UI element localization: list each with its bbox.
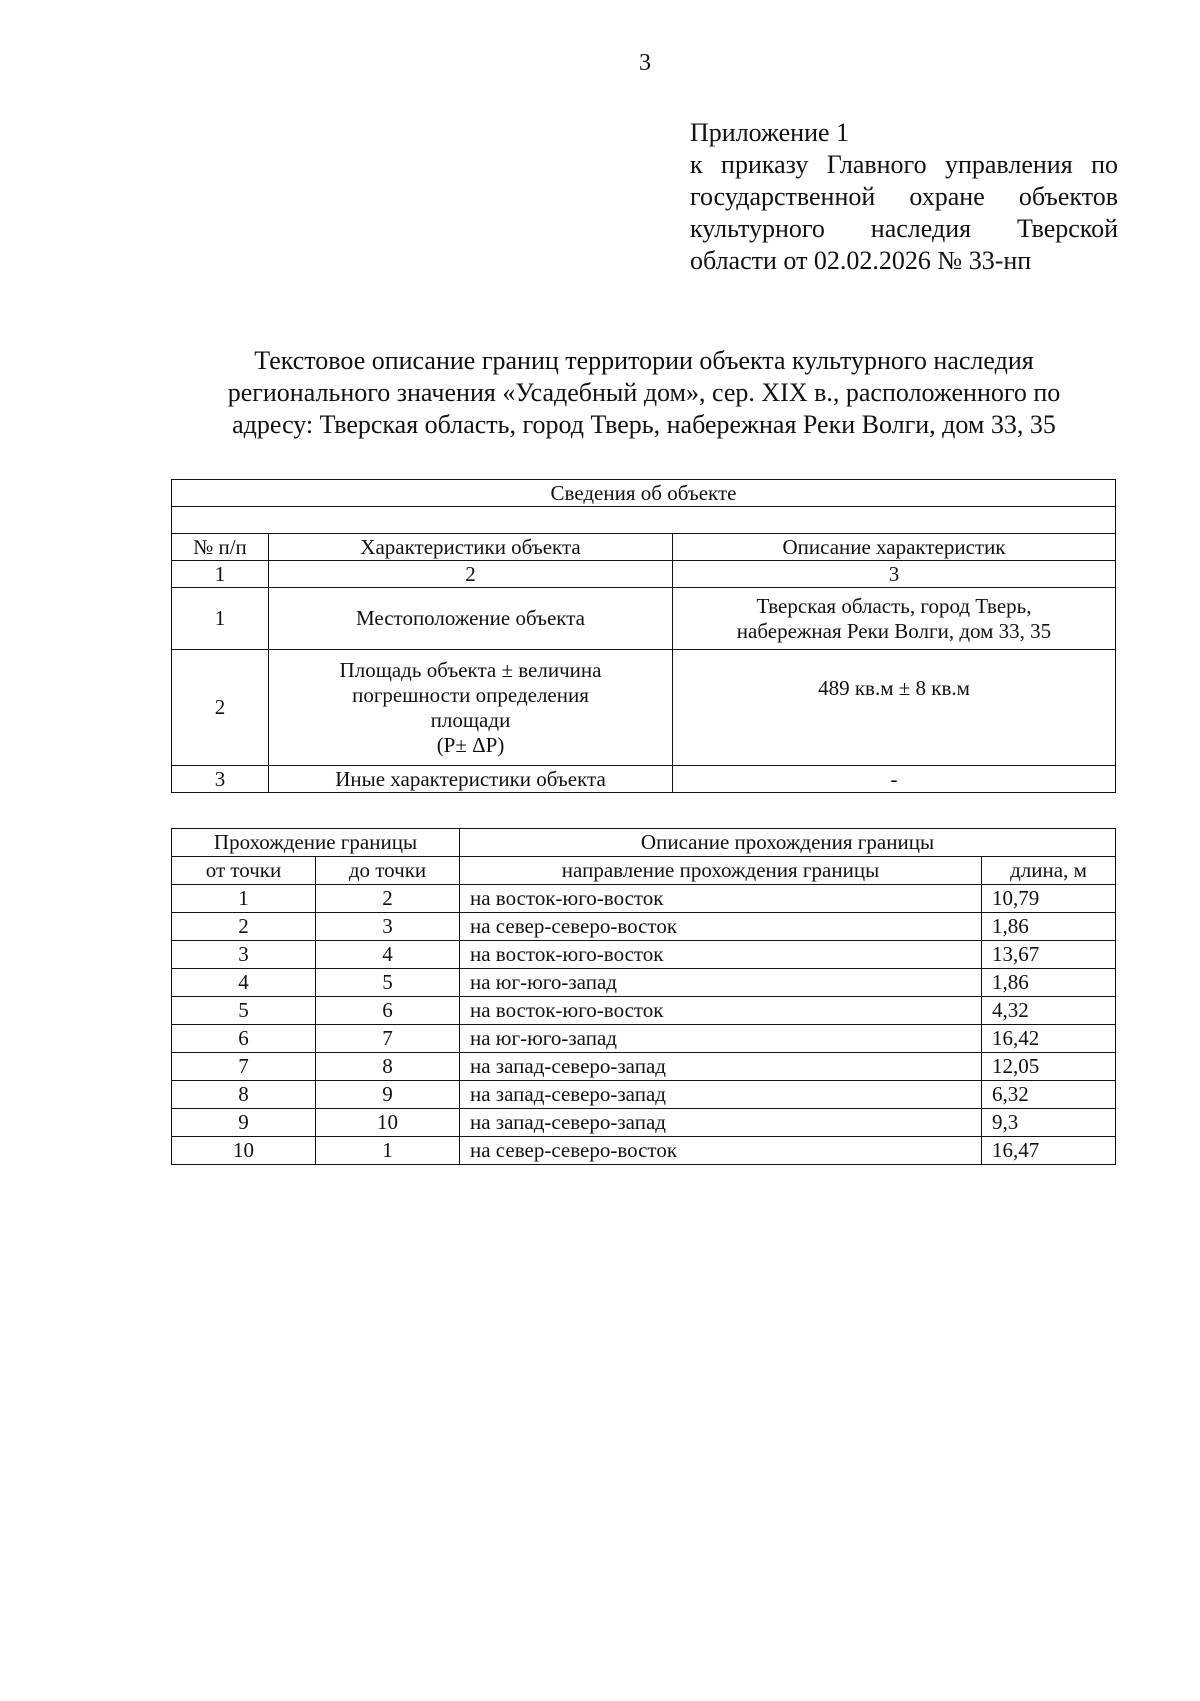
- table-row: [172, 885, 1116, 913]
- row-characteristic: [269, 650, 673, 766]
- table-row: [172, 1137, 1116, 1165]
- table-row: [172, 941, 1116, 969]
- header-length: длина, м: [982, 857, 1116, 885]
- direction-cell: на север-северо-восток: [460, 913, 982, 941]
- direction-cell: на восток-юго-восток: [460, 997, 982, 1025]
- to-point-cell: 5: [316, 969, 460, 997]
- to-point-cell: 10: [316, 1109, 460, 1137]
- from-point-cell: 10: [172, 1137, 316, 1165]
- info-table-blank-row: [172, 507, 1116, 534]
- to-point-cell: 7: [316, 1025, 460, 1053]
- to-point-cell: 1: [316, 1137, 460, 1165]
- from-point-cell: 1: [172, 885, 316, 913]
- row-number: 2: [172, 650, 269, 766]
- row-description: [673, 766, 1116, 793]
- page-number: 3: [639, 50, 651, 76]
- length-cell: 16,42: [982, 1025, 1116, 1053]
- cell-line: Площадь объекта ± величина: [339, 657, 602, 682]
- table-row: [172, 997, 1116, 1025]
- title-line: Текстовое описание границ территории объекта культурного наследия: [254, 346, 1034, 375]
- to-point-cell: 6: [316, 997, 460, 1025]
- cell-line: Местоположение объекта: [355, 606, 585, 630]
- info-table-caption: Сведения об объекте: [172, 480, 1116, 507]
- direction-cell: на запад-северо-запад: [460, 1053, 982, 1081]
- title-line: регионального значения «Усадебный дом», сер. XIX в., расположенного по: [227, 378, 1061, 407]
- column-number: 1: [172, 561, 269, 588]
- header-direction: направление прохождения границы: [460, 857, 982, 885]
- direction-cell: на север-северо-восток: [460, 1137, 982, 1165]
- cell-line: Тверская область, город Тверь,: [756, 593, 1032, 618]
- direction-cell: на запад-северо-запад: [460, 1109, 982, 1137]
- document-title: [180, 345, 1108, 441]
- cell-line: (P± ΔP): [436, 732, 505, 757]
- from-point-cell: 4: [172, 969, 316, 997]
- header-boundary-description: Описание прохождения границы: [460, 829, 1116, 857]
- row-number: 3: [172, 766, 269, 793]
- to-point-cell: 3: [316, 913, 460, 941]
- header-boundary-passage: Прохождение границы: [172, 829, 460, 857]
- length-cell: 6,32: [982, 1081, 1116, 1109]
- row-number: 1: [172, 588, 269, 650]
- column-number: 3: [673, 561, 1116, 588]
- length-cell: 10,79: [982, 885, 1116, 913]
- header-number: № п/п: [172, 534, 269, 561]
- length-cell: 4,32: [982, 997, 1116, 1025]
- from-point-cell: 6: [172, 1025, 316, 1053]
- title-line: адресу: Тверская область, город Тверь, набережная Реки Волги, дом 33, 35: [232, 410, 1056, 439]
- row-description: [673, 650, 1116, 766]
- appendix-header: [690, 117, 1118, 277]
- length-cell: 1,86: [982, 969, 1116, 997]
- table-row: [172, 1081, 1116, 1109]
- from-point-cell: 2: [172, 913, 316, 941]
- cell-line: погрешности определения: [352, 682, 589, 707]
- table-row: [172, 913, 1116, 941]
- boundary-table: [171, 828, 1116, 1165]
- appendix-line: области от 02.02.2026 № 33-нп: [690, 246, 1032, 275]
- cell-line: набережная Реки Волги, дом 33, 35: [736, 618, 1052, 643]
- table-row: [172, 969, 1116, 997]
- boundary-rows: [172, 885, 1116, 1165]
- table-row: [172, 1109, 1116, 1137]
- from-point-cell: 7: [172, 1053, 316, 1081]
- appendix-line: государственной охране объектов: [690, 182, 1118, 211]
- direction-cell: на восток-юго-восток: [460, 941, 982, 969]
- to-point-cell: 2: [316, 885, 460, 913]
- direction-cell: на юг-юго-запад: [460, 969, 982, 997]
- appendix-line: к приказу Главного управления по: [690, 150, 1118, 179]
- length-cell: 1,86: [982, 913, 1116, 941]
- appendix-label: Приложение 1: [690, 118, 850, 147]
- column-number: 2: [269, 561, 673, 588]
- row-characteristic: [269, 766, 673, 793]
- length-cell: 16,47: [982, 1137, 1116, 1165]
- from-point-cell: 5: [172, 997, 316, 1025]
- from-point-cell: 9: [172, 1109, 316, 1137]
- cell-line: -: [890, 766, 898, 791]
- header-description: Описание характеристик: [673, 534, 1116, 561]
- from-point-cell: 8: [172, 1081, 316, 1109]
- cell-line: 489 кв.м ± 8 кв.м: [818, 676, 970, 700]
- to-point-cell: 4: [316, 941, 460, 969]
- row-characteristic: [269, 588, 673, 650]
- object-info-table: [171, 479, 1116, 793]
- row-description: [673, 588, 1116, 650]
- direction-cell: на юг-юго-запад: [460, 1025, 982, 1053]
- to-point-cell: 9: [316, 1081, 460, 1109]
- length-cell: 9,3: [982, 1109, 1116, 1137]
- header-from-point: от точки: [172, 857, 316, 885]
- header-to-point: до точки: [316, 857, 460, 885]
- table-row: [172, 1025, 1116, 1053]
- direction-cell: на восток-юго-восток: [460, 885, 982, 913]
- from-point-cell: 3: [172, 941, 316, 969]
- length-cell: 13,67: [982, 941, 1116, 969]
- to-point-cell: 8: [316, 1053, 460, 1081]
- header-characteristic: Характеристики объекта: [269, 534, 673, 561]
- direction-cell: на запад-северо-запад: [460, 1081, 982, 1109]
- table-row: [172, 1053, 1116, 1081]
- appendix-line: культурного наследия Тверской: [690, 214, 1118, 243]
- cell-line: Иные характеристики объекта: [335, 766, 606, 791]
- cell-line: площади: [430, 707, 511, 732]
- length-cell: 12,05: [982, 1053, 1116, 1081]
